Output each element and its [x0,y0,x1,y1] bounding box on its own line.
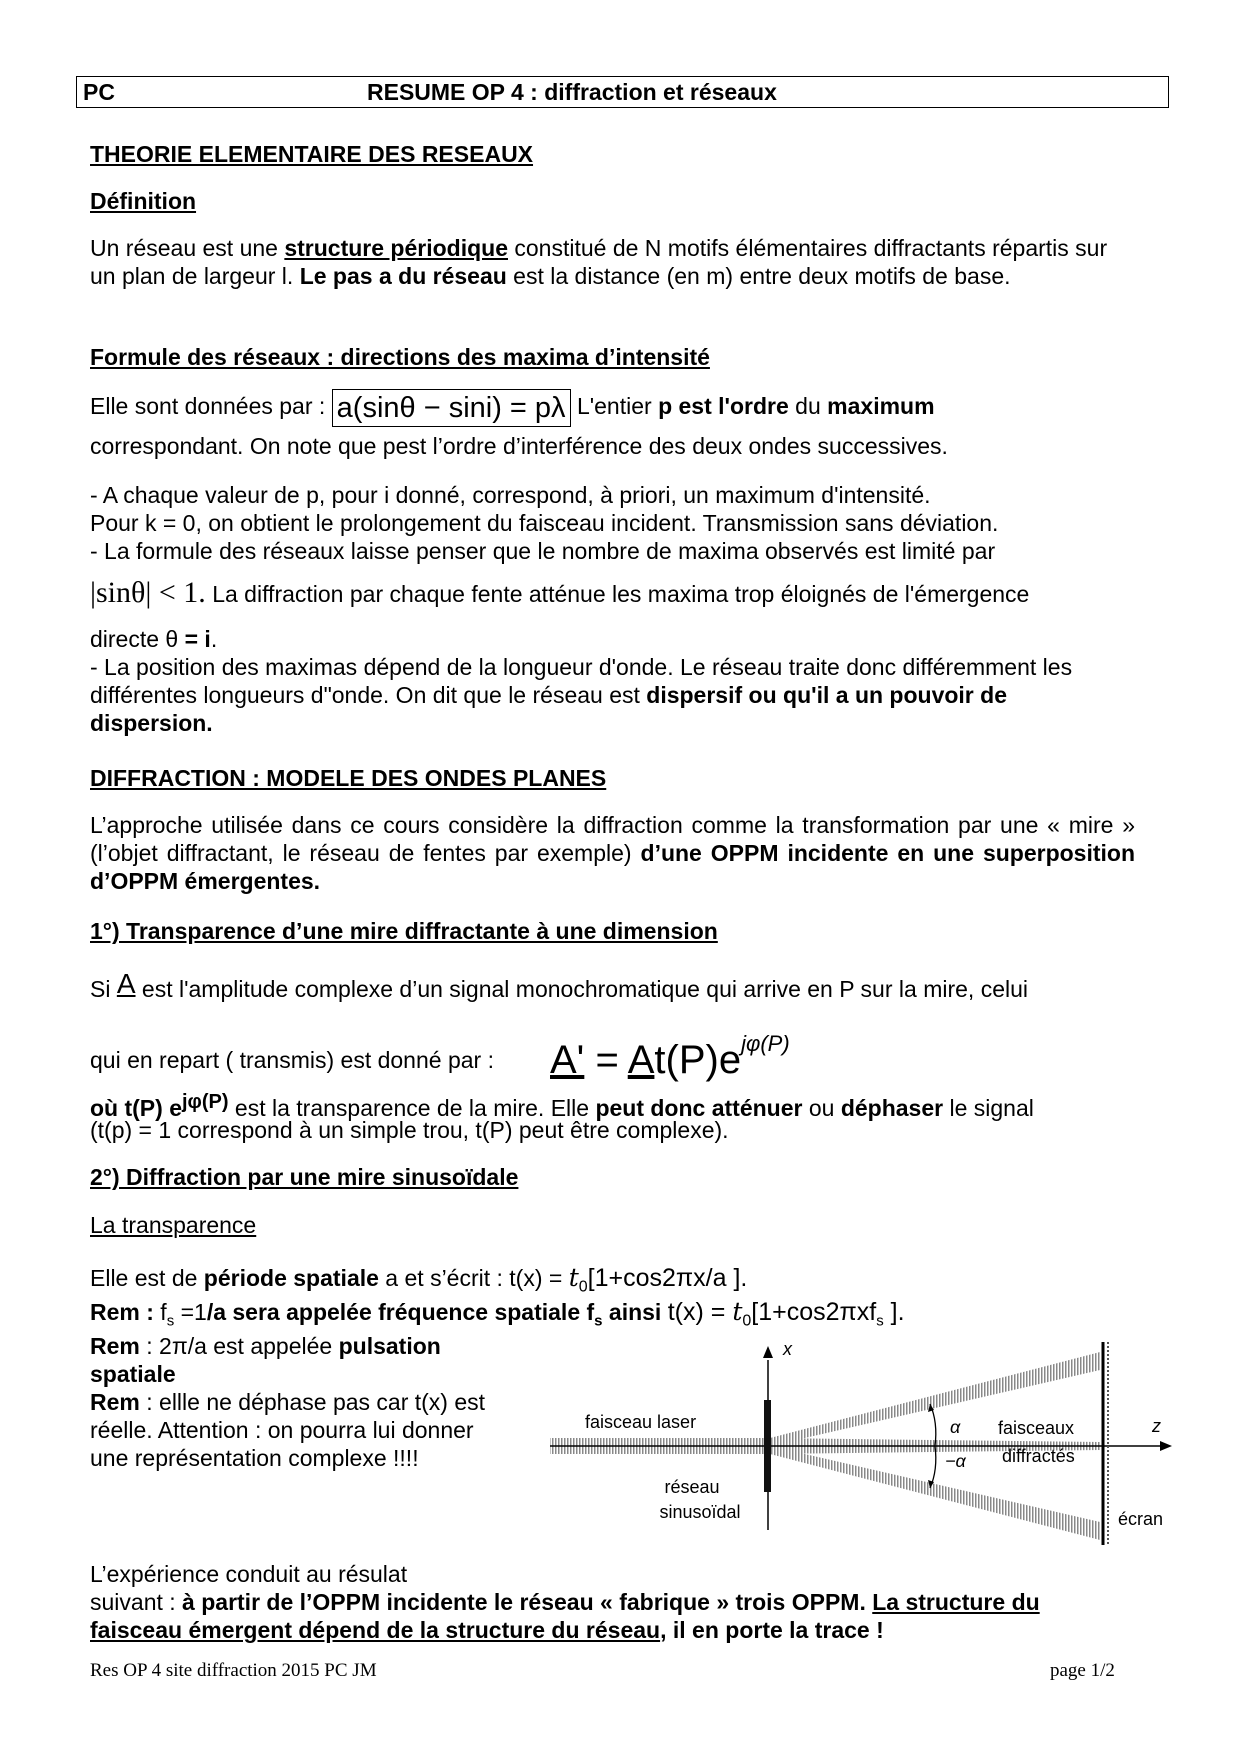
formula-post4: maximum [827,393,935,419]
bullet-6-bold: dispersif ou qu'il a un pouvoir de dispersion. [90,682,1007,736]
exp-b: à partir de l’OPPM incidente le réseau « fabrique » trois OPPM. [182,1589,873,1615]
bullet-2: Pour k = 0, on obtient le prolongement du faisceau incident. Transmission sans déviation. [90,510,999,536]
rem2-block [90,1332,490,1388]
formula-title: Formule des réseaux : directions des maxima d’intensité [90,344,710,370]
x-axis-arrow [763,1346,773,1358]
elle-t: t [568,1263,579,1292]
rem1-f: t(x) = [667,1298,733,1326]
formula-post2: p est l'ordre [658,393,789,419]
footer-left: Res OP 4 site diffraction 2015 PC JM [90,1660,377,1681]
elle-a: Elle est de [90,1265,204,1291]
si-pre: Si [90,976,117,1002]
eq-lhs: A' [550,1038,585,1082]
transmission-equation [550,1018,790,1086]
def-text-2: constitué de N motifs élémentaires diffractants répartis sur un plan de largeur l. [90,235,1108,289]
rem1-s2: s [594,1312,603,1330]
rem2-c: pulsation spatiale [90,1333,441,1387]
rem1-s: s [166,1312,175,1330]
ou-c: peut donc atténuer [595,1095,803,1121]
experience-line1: L’expérience conduit au résulat [90,1561,408,1587]
approach-paragraph [90,811,1135,895]
rem1-c: =1 [174,1299,207,1325]
rem1-d: /a sera appelée fréquence spatiale f [206,1299,595,1325]
ou-exp: jφ(P) [182,1091,229,1113]
transmission-line [90,1018,1135,1082]
bullet-6 [90,653,1135,737]
exp-c: La structure du faisceau émergent dépend de la structure du réseau [90,1589,1040,1643]
bullet-1: - A chaque valeur de p, pour i donné, correspond, à priori, un maximum d'intensité. [90,482,931,508]
elle-b: période spatiale [203,1265,379,1291]
amplitude-A: A [116,968,136,999]
si-post: est l'amplitude complexe d’un signal monochromatique qui arrive en P sur la mire, celui [135,976,1028,1002]
bullet-5b: = i [184,626,211,652]
si-line [90,966,1135,1007]
rem1-e: ainsi [602,1299,668,1325]
alpha-label: α [950,1417,961,1437]
section-title-diffraction: DIFFRACTION : MODELE DES ONDES PLANES [90,765,607,791]
elle-d: [1+cos2πx/a ]. [587,1264,748,1292]
eq-equals: = [584,1038,628,1082]
rem2-b: : 2π/a est appelée [139,1333,339,1359]
reseau-label: réseau [664,1477,720,1497]
ou-f: le signal [943,1095,1034,1121]
ou-a: où t(P) e [90,1095,182,1121]
laser-label: faisceau laser [585,1412,697,1432]
rem3-block [90,1388,490,1472]
elle-sub0: 0 [578,1278,588,1296]
subtitle-1: 1°) Transparence d’une mire diffractante à une dimension [90,918,718,944]
exp-d: , il en porte la trace ! [660,1617,884,1643]
z-label: z [1152,1416,1161,1436]
elle-c: a et s’écrit : t(x) = [378,1265,569,1291]
ou-e: déphaser [840,1095,944,1121]
footer-page: page 1/2 [1050,1660,1115,1681]
approach-bold: d’une OPPM incidente en une superposition d’OPPM émergentes. [90,840,1136,894]
definition-paragraph [90,234,1135,290]
ou-line2: (t(p) = 1 correspond à un simple trou, t(P) peut être complexe). [90,1117,729,1143]
formula-line [90,386,1135,426]
rem1-t: t [732,1297,743,1326]
experience-paragraph [90,1588,1135,1644]
def-text-pas: Le pas a du réseau [299,263,507,289]
bullet-5a: directe θ [90,626,185,652]
bullet-3: - La formule des réseaux laisse penser que le nombre de maxima observés est limité par [90,538,996,564]
grating-formula-box: a(sinθ − sini) = pλ [332,389,571,427]
header-pc: PC [83,79,115,105]
rem1-a: Rem : [90,1299,161,1325]
bullet-4 [90,574,1135,613]
ecran-label: écran [1118,1509,1164,1529]
subtitle-2: 2°) Diffraction par une mire sinusoïdale [90,1164,519,1190]
rem3-a: Rem [90,1389,140,1415]
eq-A: A [627,1038,655,1082]
rem1-h: ]. [883,1298,905,1326]
repart-text: qui en repart ( transmis) est donné par : [90,1047,494,1073]
z-axis-arrow [1160,1441,1172,1451]
approach-text: L’approche utilisée dans ce cours considère la diffraction comme la transformation par une « mire » (l’objet diffractant, le réseau de fentes par exemple) [90,812,1135,866]
grating [764,1400,771,1492]
bullet-5 [90,625,1135,653]
rem1-line [90,1297,1135,1337]
def-text-1: Un réseau est une [90,235,285,261]
transparence-label: La transparence [90,1212,257,1238]
def-text-3: est la distance (en m) entre deux motifs de base. [506,263,1011,289]
bullet-5c: . [210,626,218,652]
formula-post3: du [788,393,828,419]
rem1-s3: s [876,1312,884,1330]
minus-alpha-label: −α [945,1451,966,1471]
sinusoidal-label: sinusoïdal [659,1502,741,1522]
formula-pre: Elle sont données par : [90,393,332,419]
section-title-reseaux: THEORIE ELEMENTAIRE DES RESEAUX [90,141,534,167]
def-text-structure: structure périodique [284,235,508,261]
ou-b: est la transparence de la mire. Elle [228,1095,596,1121]
header-box [76,76,1169,108]
definition-title: Définition [90,188,197,214]
x-label: x [783,1340,792,1359]
rem1-b: f [160,1299,167,1325]
formula-post1: L'entier [570,393,659,419]
bullet-6-text: - La position des maximas dépend de la longueur d'onde. Le réseau traite donc différemment les différentes longueurs d"onde. On dit que le réseau est [90,654,1073,708]
rem1-g: [1+cos2πxf [751,1298,877,1326]
formula-line2: correspondant. On note que pest l’ordre d’interférence des deux ondes successives. [90,433,948,459]
exp-a: suivant : [90,1589,183,1615]
eq-rest: t(P)e [654,1038,742,1082]
rem3-b: : ellle ne déphase pas car t(x) est réelle. Attention : on pourra lui donner une représentation complexe !!!! [90,1389,486,1471]
header-title: RESUME OP 4 : diffraction et réseaux [367,79,777,105]
rem2-a: Rem [90,1333,140,1359]
ou-d: ou [802,1095,841,1121]
faisceaux-label: faisceaux [998,1418,1075,1438]
eq-exponent: jφ(P) [741,1031,790,1056]
diffraction-diagram [540,1340,1180,1550]
abs-sin-math: |sinθ| < 1. [90,576,206,609]
diffractes-label: diffractés [1002,1446,1075,1466]
rem1-sub0: 0 [742,1312,752,1330]
bullet-4-text: La diffraction par chaque fente atténue les maxima trop éloignés de l'émergence [205,581,1030,607]
